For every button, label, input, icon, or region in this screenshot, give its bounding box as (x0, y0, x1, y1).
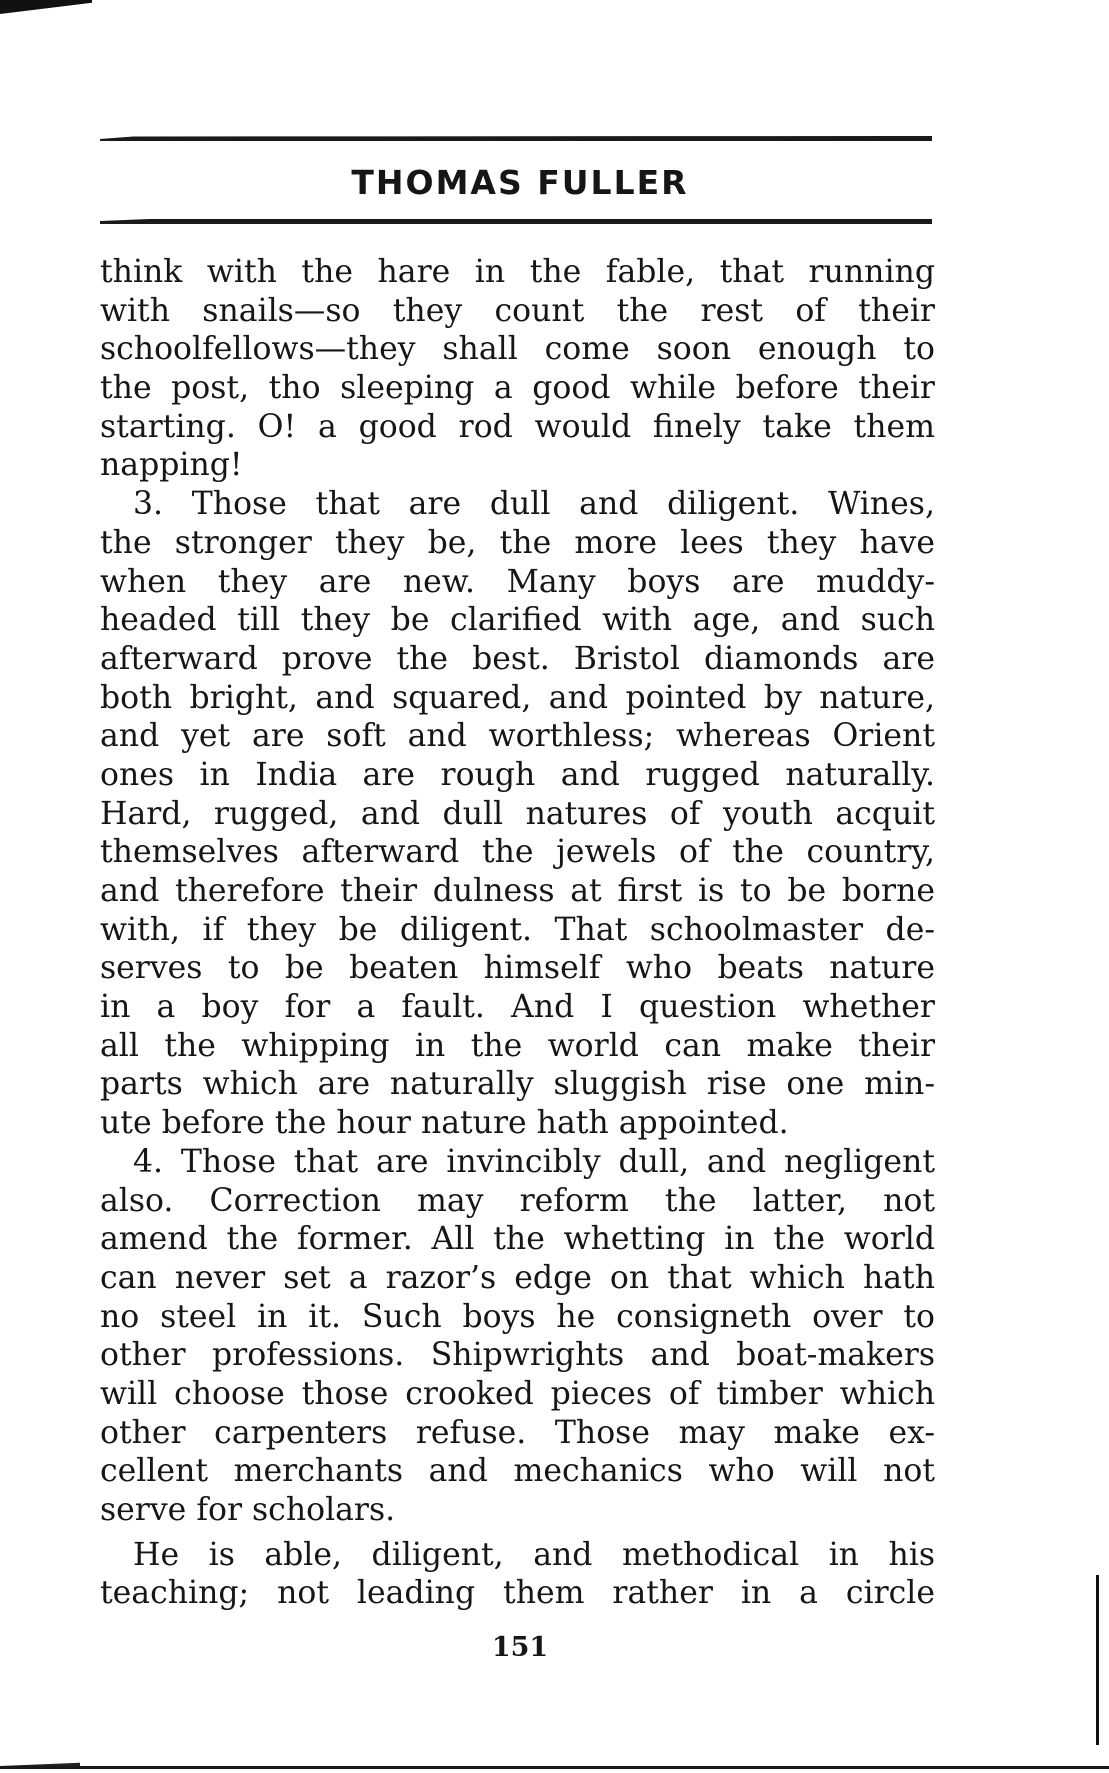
text-line: ones in India are rough and rugged naturally. (100, 756, 935, 793)
text-line: and therefore their dulness at first is to be borne (100, 873, 935, 909)
text-line: other professions. Shipwrights and boat-makers (100, 1337, 935, 1374)
text-line: and yet are soft and worthless; whereas Orient (100, 718, 935, 755)
text-line: 4. Those that are invincibly dull, and negligent (133, 1143, 935, 1180)
text-line: ute before the hour nature hath appointed. (100, 1105, 789, 1142)
scan-edge-mark (0, 0, 92, 14)
text-line: the post, tho sleeping a good while before their (100, 370, 935, 407)
text-line: parts which are naturally sluggish rise one min- (100, 1066, 935, 1103)
text-line: headed till they be clarified with age, and such (100, 602, 935, 639)
header-rule-bottom (100, 219, 932, 224)
text-line: afterward prove the best. Bristol diamonds are (100, 640, 935, 677)
text-line: serve for scholars. (100, 1492, 396, 1528)
scan-edge-mark (1096, 1575, 1099, 1745)
text-line: 3. Those that are dull and diligent. Wines, (133, 486, 935, 523)
text-line: when they are new. Many boys are muddy- (100, 563, 935, 600)
text-line: all the whipping in the world can make their (100, 1027, 935, 1064)
text-line: with snails—so they count the rest of their (100, 292, 935, 329)
text-line: Hard, rugged, and dull natures of youth acquit (100, 795, 935, 832)
text-line: cellent merchants and mechanics who will not (100, 1453, 935, 1490)
scan-edge-mark (0, 1758, 80, 1766)
page-bottom-edge (0, 1766, 1109, 1769)
page-number: 151 (491, 1632, 549, 1663)
text-line: schoolfellows—they shall come soon enough to (100, 331, 935, 368)
text-line: in a boy for a fault. And I question whether (100, 989, 935, 1026)
body-text (100, 253, 935, 1613)
text-line: with, if they be diligent. That schoolmaster de- (100, 911, 935, 948)
text-line: can never set a razor’s edge on that which hath (100, 1259, 935, 1296)
text-line: think with the hare in the fable, that running (100, 254, 935, 290)
text-line: He is able, diligent, and methodical in his (133, 1536, 935, 1573)
text-line: teaching; not leading them rather in a circle (100, 1575, 935, 1612)
text-line: other carpenters refuse. Those may make ex- (100, 1414, 935, 1451)
text-line: starting. O! a good rod would finely take them (100, 408, 935, 445)
text-line: also. Correction may reform the latter, not (100, 1182, 935, 1219)
text-line: napping! (100, 447, 243, 484)
text-line: serves to be beaten himself who beats nature (100, 950, 935, 987)
text-line: the stronger they be, the more lees they have (100, 524, 935, 561)
header-rule-top (100, 136, 932, 141)
text-line: will choose those crooked pieces of timber which (100, 1375, 935, 1412)
text-line: both bright, and squared, and pointed by nature, (100, 679, 935, 716)
text-line: no steel in it. Such boys he consigneth over to (100, 1298, 935, 1335)
text-line: amend the former. All the whetting in the world (100, 1221, 935, 1258)
running-head: THOMAS FULLER (351, 163, 689, 202)
text-line: themselves afterward the jewels of the country, (100, 834, 935, 871)
